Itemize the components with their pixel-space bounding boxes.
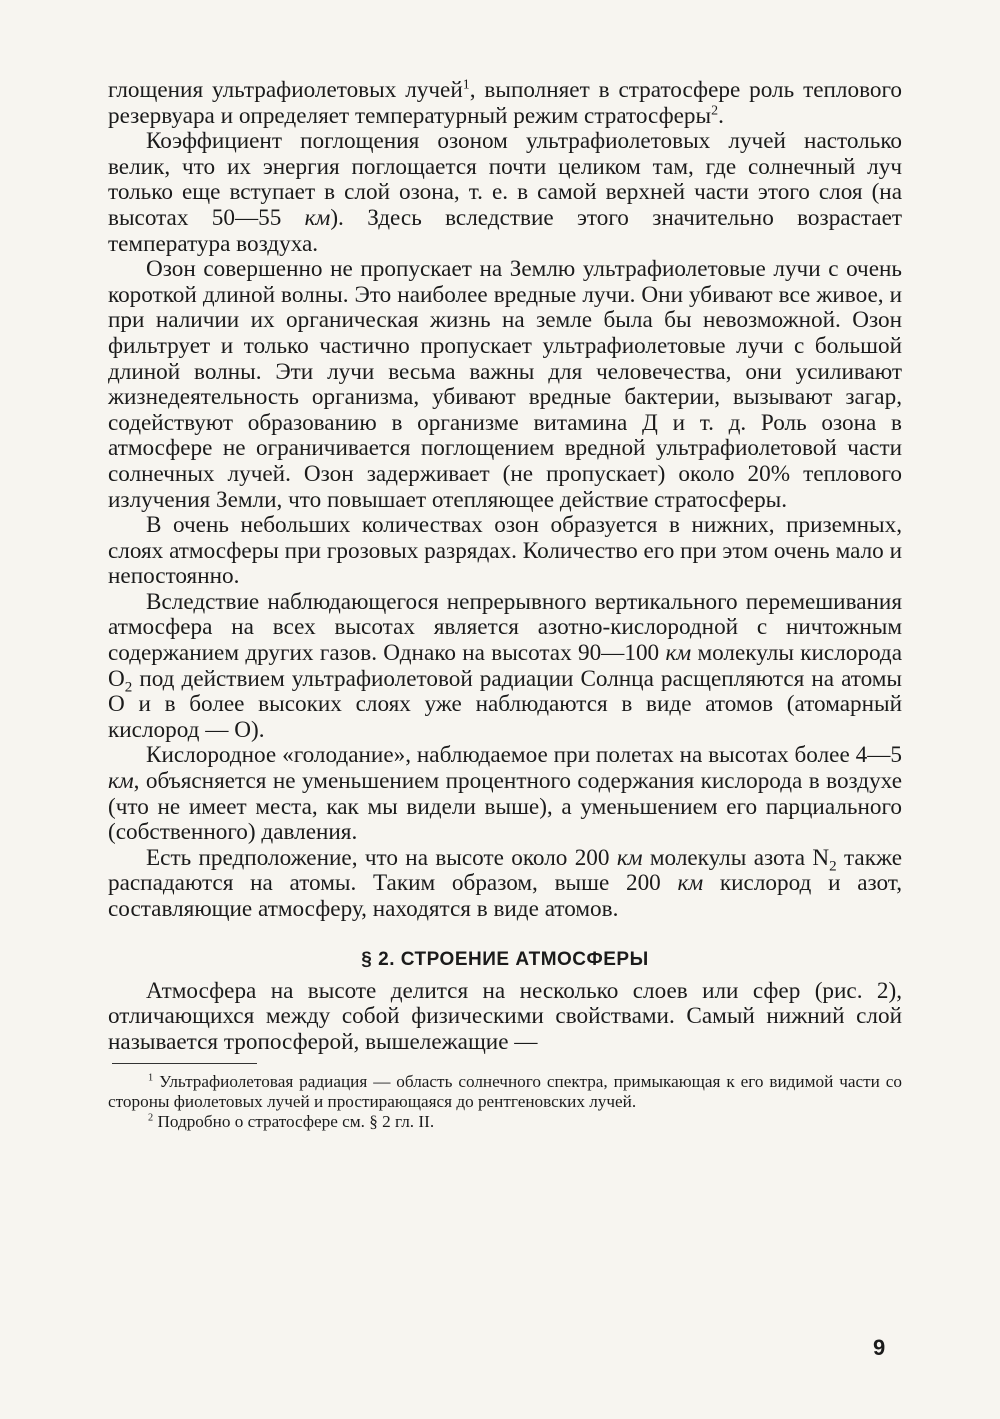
section-text [108, 979, 902, 1056]
footnote: $^2$ Подробно о стратосфере см. § 2 гл. II. [148, 1112, 435, 1132]
paragraph: В очень небольших количествах озон образуется в нижних, приземных, слоях атмосферы при грозовых разрядах. Количество его при этом очень мало и непостоянно. [108, 512, 902, 590]
footnotes [108, 1072, 902, 1132]
paragraph: Озон совершенно не пропускает на Землю ультрафиолетовые лучи с очень короткой длиной волны. Это наиболее вредные лучи. Они убивают все живое, и при наличии их органическая жизнь на земле была бы невозможной. Озон фильтрует и только частично пропускает ультрафиолетовые лучи с большой длиной волны. Эти лучи весьма важны для человечества, они усиливают жизнедеятельность организма, убивают вредные бактерии, вызывают загар, содействуют образованию в организме витамина Д и т. д. Роль озона в атмосфере не ограничивается поглощением вредной ультрафиолетовой части солнечных лучей. Озон задерживает (не пропускает) около 20% теплового излучения Земли, что повышает отепляющее действие стратосферы. [108, 256, 902, 513]
footnote: $^1$ Ультрафиолетовая радиация — область солнечного спектра, примыкающая к его видимой части со стороны фиолетовых лучей и простирающаяся до рентгеновских лучей. [108, 1072, 902, 1112]
section-heading: § 2. СТРОЕНИЕ АТМОСФЕРЫ [361, 948, 649, 970]
page-number: 9 [873, 1335, 886, 1360]
page-body [108, 78, 902, 1132]
paragraph: Вследствие наблюдающегося непрерывного вертикального перемешивания атмосфера на всех высотах является азотно-кислородной с ничтожным содержанием других газов. Однако на высотах 90—100 км молекулы кислорода $O_2$ под действием ультрафиолетовой радиации Солнца расщепляются на атомы O и в более высоких слоях уже наблюдаются в виде атомов (атомарный кислород — O). [108, 588, 902, 743]
paragraph: Коэффициент поглощения озоном ультрафиолетовых лучей настолько велик, что их энергия поглощается почти целиком там, где солнечный луч только еще вступает в слой озона, т. е. в самой верхней части этого слоя (на высотах 50—55 км). Здесь вследствие этого значительно возрастает температура воздуха. [108, 128, 902, 257]
paragraph: Кислородное «голодание», наблюдаемое при полетах на высотах более 4—5 км, объясняется не уменьшением процентного содержания кислорода в воздухе (что не имеет места, как мы видели выше), а уменьшением его парциального (собственного) давления. [108, 742, 902, 846]
main-text [108, 78, 902, 923]
paragraph: глощения ультрафиолетовых лучей$^1$, выполняет в стратосфере роль теплового резервуара и определяет температурный режим стратосферы$^2$. [108, 77, 903, 129]
paragraph: Атмосфера на высоте делится на несколько слоев или сфер (рис. 2), отличающихся между собой физическими свойствами. Самый нижний слой называется тропосферой, вышележащие — [108, 977, 902, 1055]
paragraph: Есть предположение, что на высоте около 200 км молекулы азота $N_2$ также распадаются на атомы. Таким образом, выше 200 км кислород и азот, составляющие атмосферу, находятся в виде атомов. [108, 844, 902, 922]
footnote-rule [112, 1063, 257, 1064]
